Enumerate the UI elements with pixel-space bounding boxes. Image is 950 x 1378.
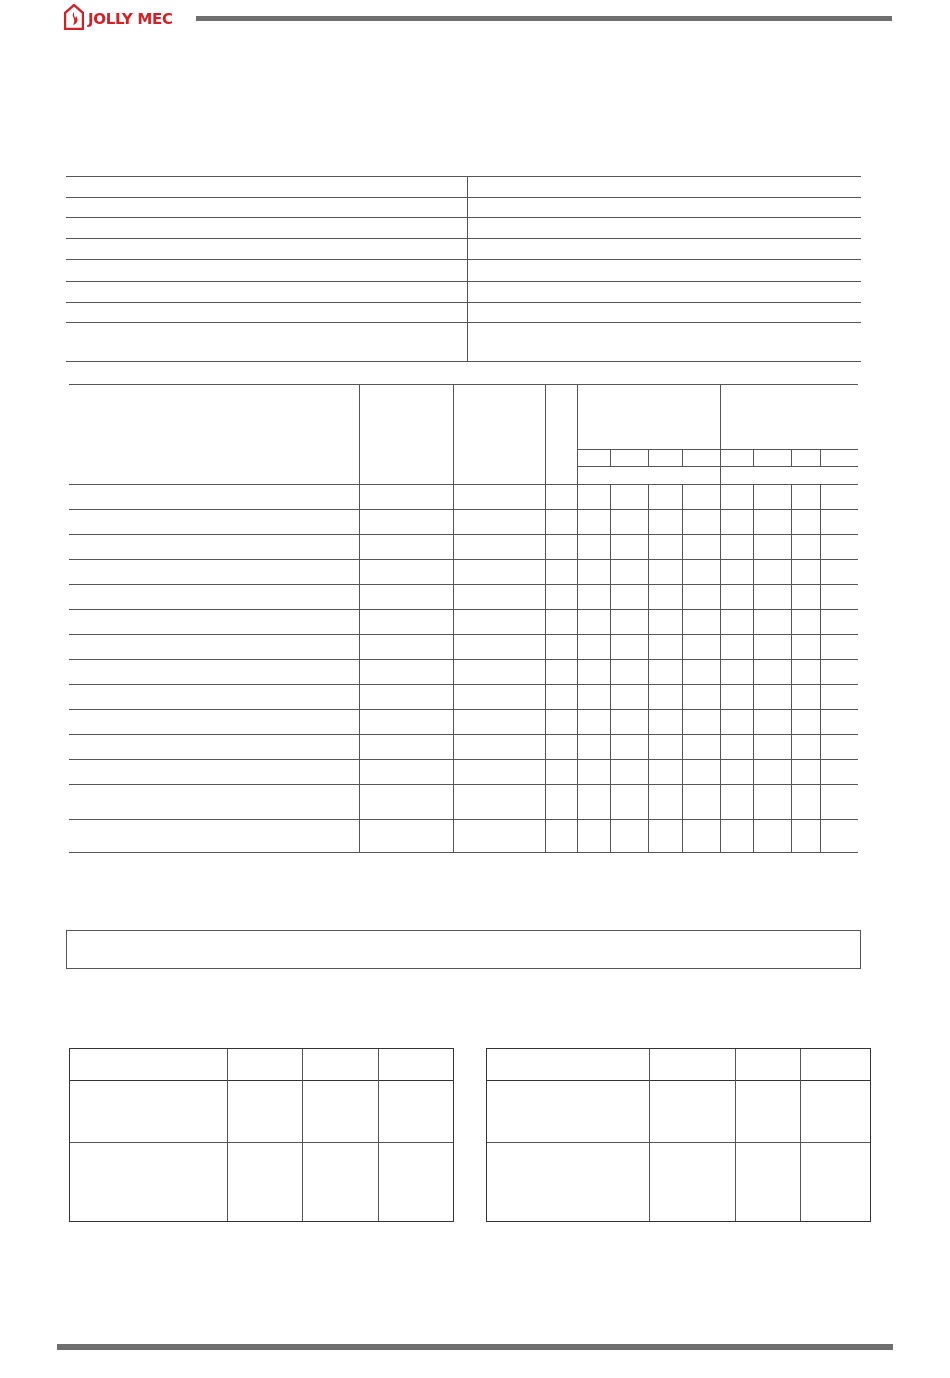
data-table-col-divider: [453, 484, 454, 853]
info-row-line: [66, 322, 861, 323]
brand-name: JOLLY MEC: [88, 10, 173, 28]
table-row: [69, 852, 858, 853]
data-table-subheader-divider: [791, 449, 792, 466]
data-table-header-divider: [720, 384, 721, 484]
info-row-line: [66, 238, 861, 239]
data-table-col-divider: [610, 484, 611, 853]
data-table-subheader-rule: [578, 449, 858, 450]
table-row: [69, 709, 858, 710]
info-column-divider: [467, 176, 468, 362]
bottom-left-table: [69, 1048, 454, 1222]
table-row: [70, 1142, 453, 1143]
info-row-line: [66, 197, 861, 198]
table-row: [69, 759, 858, 760]
data-table-col-divider: [648, 484, 649, 853]
data-table-subheader-rule: [578, 466, 858, 467]
table-row: [69, 659, 858, 660]
info-row-line: [66, 281, 861, 282]
data-table-subheader-divider: [820, 449, 821, 466]
data-table-top-rule: [69, 384, 858, 385]
table-row: [69, 584, 858, 585]
table-header-rule: [70, 1080, 453, 1081]
data-table-subheader-divider: [648, 449, 649, 466]
brand-logo: [64, 5, 173, 33]
table-col-divider: [800, 1049, 801, 1221]
table-row: [69, 684, 858, 685]
data-table-header-divider: [453, 384, 454, 484]
flame-house-icon: [64, 4, 84, 35]
table-row: [487, 1142, 870, 1143]
table-header-rule: [487, 1080, 870, 1081]
data-table-col-divider: [359, 484, 360, 853]
table-row: [69, 784, 858, 785]
data-table-subheader-divider: [610, 449, 611, 466]
footer-rule: [57, 1344, 893, 1350]
data-table-col-divider: [791, 484, 792, 853]
table-col-divider: [227, 1049, 228, 1221]
info-row-line: [66, 217, 861, 218]
table-row: [69, 819, 858, 820]
table-row: [69, 609, 858, 610]
table-col-divider: [302, 1049, 303, 1221]
note-box: [66, 930, 861, 969]
table-row: [69, 534, 858, 535]
table-row: [69, 509, 858, 510]
info-row-line: [66, 302, 861, 303]
table-row: [69, 734, 858, 735]
info-row-line: [66, 361, 861, 362]
table-row: [69, 559, 858, 560]
data-table-header-divider: [577, 384, 578, 484]
header-rule: [196, 16, 892, 21]
data-table-col-divider: [753, 484, 754, 853]
data-table-col-divider: [682, 484, 683, 853]
data-table-header-divider: [545, 384, 546, 484]
data-table-col-divider: [545, 484, 546, 853]
table-col-divider: [378, 1049, 379, 1221]
data-table-subheader-divider: [682, 449, 683, 466]
data-table-header-divider: [359, 384, 360, 484]
data-table-col-divider: [577, 484, 578, 853]
table-row: [69, 634, 858, 635]
table-row: [69, 484, 858, 485]
data-table-col-divider: [820, 484, 821, 853]
table-col-divider: [649, 1049, 650, 1221]
table-col-divider: [735, 1049, 736, 1221]
bottom-right-table: [486, 1048, 871, 1222]
info-row-line: [66, 259, 861, 260]
data-table-subheader-divider: [753, 449, 754, 466]
data-table-col-divider: [720, 484, 721, 853]
info-row-line: [66, 176, 861, 177]
